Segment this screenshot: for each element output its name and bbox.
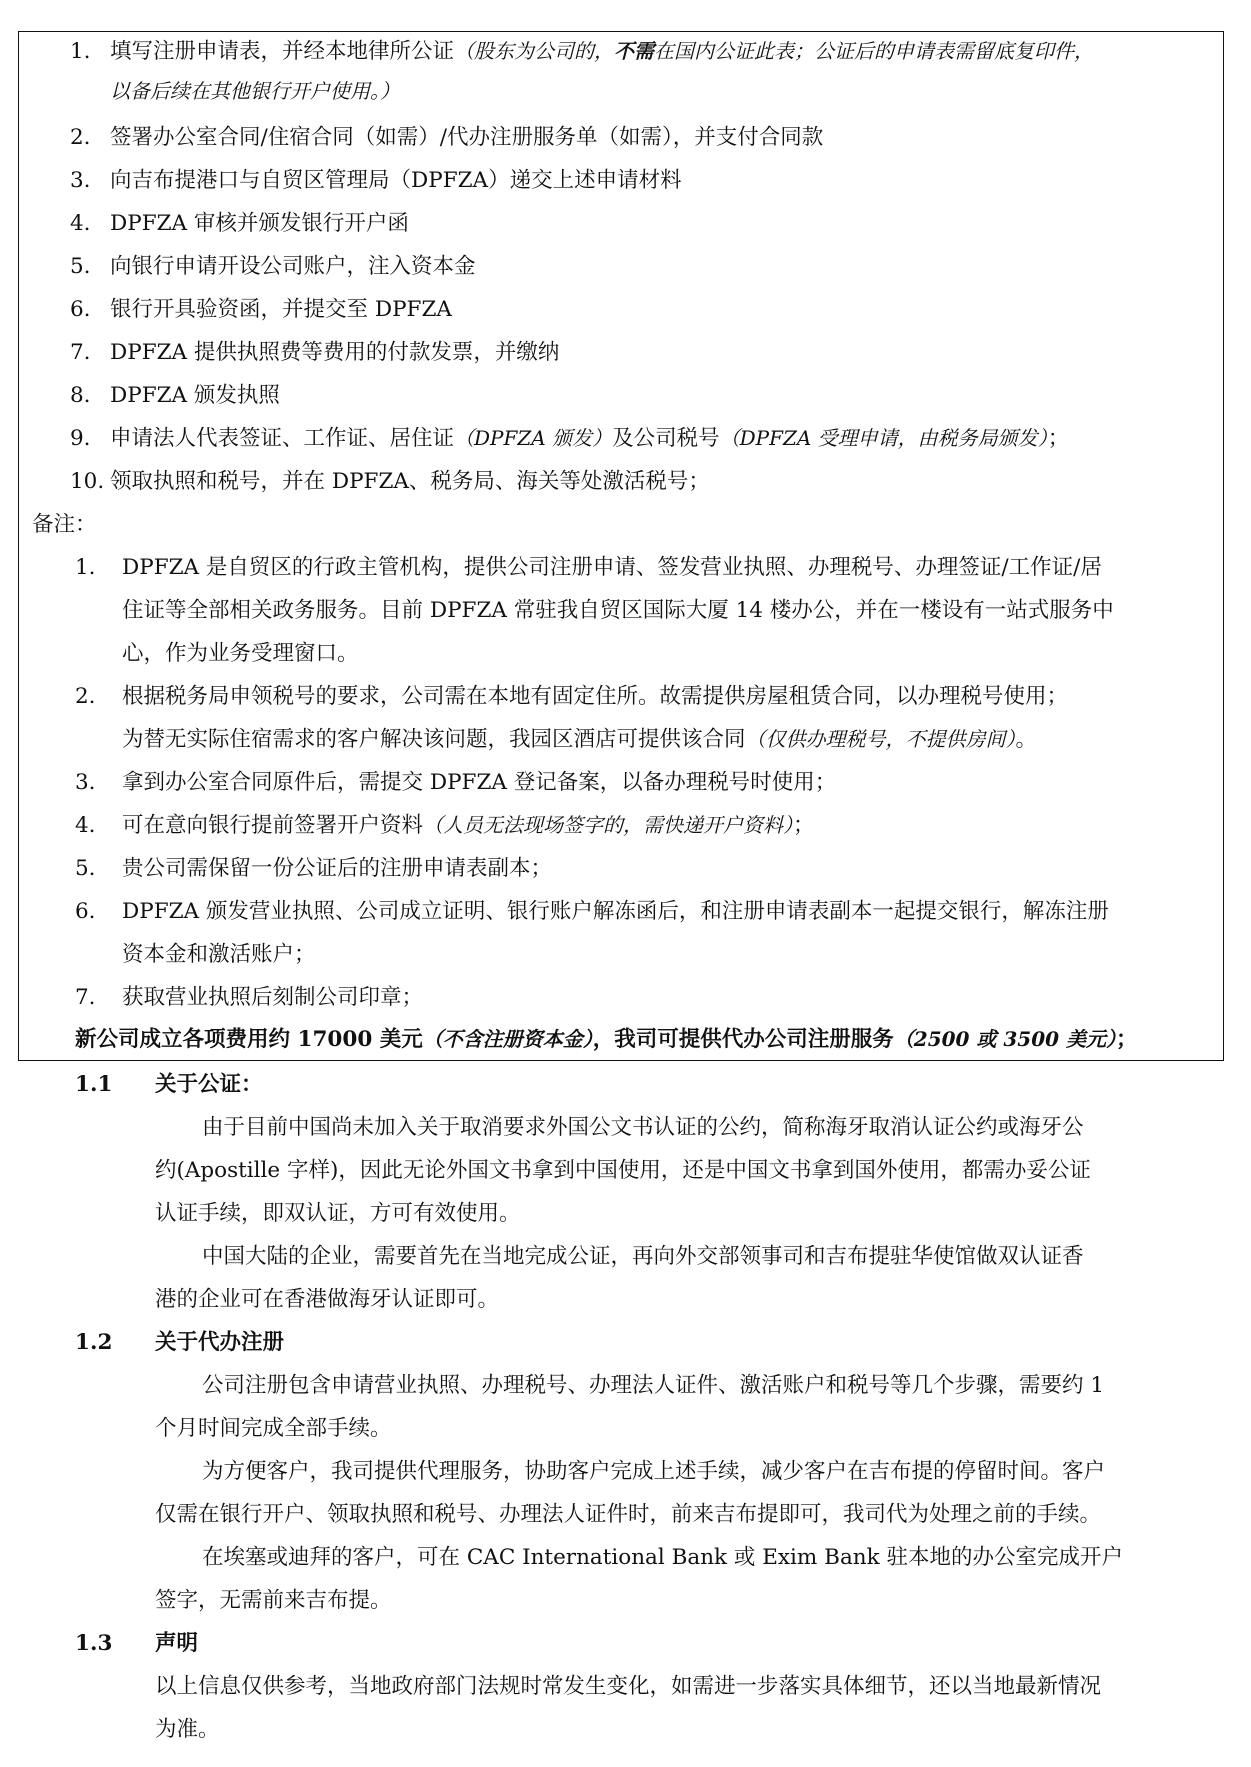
note-text: 资本金和激活账户； (122, 942, 316, 967)
note-text: 住证等全部相关政务服务。目前 DPFZA 常驻我自贸区国际大厦 14 楼办公，并在一楼设有一站式服务中 (122, 598, 1114, 623)
paragraph-line: 中国大陆的企业，需要首先在当地完成公证，再向外交部领事司和吉布提驻华使馆做双认证香 (202, 1244, 1084, 1269)
note-text: 心，作为业务受理窗口。 (122, 641, 359, 666)
note-number: 3. (75, 770, 96, 795)
section-title: 声明 (155, 1631, 199, 1656)
paragraph-line: 为方便客户，我司提供代理服务，协助客户完成上述手续，减少客户在吉布提的停留时间。客户 (202, 1459, 1106, 1484)
cost-summary: 新公司成立各项费用约 17000 美元（不含注册资本金），我司可提供代办公司注册服务（2500 或 3500 美元）； (75, 1027, 1138, 1052)
paragraph-line: 仅需在银行开户、领取执照和税号、办理法人证件时，前来吉布提即可，我司代为处理之前的手续。 (155, 1502, 1102, 1527)
paragraph-line: 由于目前中国尚未加入关于取消要求外国公文书认证的公约，简称海牙取消认证公约或海牙公 (202, 1115, 1084, 1140)
step-number: 9. (70, 426, 91, 451)
note-number: 1. (75, 555, 96, 580)
step-number: 3. (70, 168, 91, 193)
step-text: 向银行申请开设公司账户，注入资本金 (110, 254, 476, 279)
note-number: 2. (75, 684, 96, 709)
step-text: 领取执照和税号，并在 DPFZA、税务局、海关等处激活税号； (110, 469, 710, 494)
section-number: 1.3 (75, 1631, 113, 1656)
note-text: DPFZA 是自贸区的行政主管机构，提供公司注册申请、签发营业执照、办理税号、办理签证/工作证/居 (122, 555, 1102, 580)
section-title: 关于代办注册 (155, 1330, 285, 1355)
paragraph-line: 在埃塞或迪拜的客户，可在 CAC International Bank 或 Exim Bank 驻本地的办公室完成开户 (202, 1545, 1123, 1570)
note-text: 为替无实际住宿需求的客户解决该问题，我园区酒店可提供该合同（仅供办理税号，不提供房间）。 (122, 727, 1038, 752)
step-text: DPFZA 提供执照费等费用的付款发票，并缴纳 (110, 340, 560, 365)
step-number: 7. (70, 340, 91, 365)
note-text: 根据税务局申领税号的要求，公司需在本地有固定住所。故需提供房屋租赁合同，以办理税号使用； (122, 684, 1069, 709)
step-text: 银行开具验资函，并提交至 DPFZA (110, 297, 452, 322)
paragraph-line: 为准。 (155, 1717, 220, 1742)
note-number: 4. (75, 813, 96, 838)
step-number: 1. (70, 39, 91, 64)
step-number: 10. (70, 469, 105, 494)
note-number: 5. (75, 856, 96, 881)
step-text: 向吉布提港口与自贸区管理局（DPFZA）递交上述申请材料 (110, 168, 682, 193)
section-title: 关于公证： (155, 1072, 263, 1097)
note-text: 可在意向银行提前签署开户资料（人员无法现场签字的，需快递开户资料）； (122, 813, 815, 838)
paragraph-line: 约(Apostille 字样)，因此无论外国文书拿到中国使用，还是中国文书拿到国外使用，都需办妥公证 (155, 1158, 1091, 1183)
paragraph-line: 以上信息仅供参考，当地政府部门法规时常发生变化，如需进一步落实具体细节，还以当地最新情况 (155, 1674, 1102, 1699)
step-text: DPFZA 审核并颁发银行开户函 (110, 211, 409, 236)
step-number: 5. (70, 254, 91, 279)
note-text: 拿到办公室合同原件后，需提交 DPFZA 登记备案，以备办理税号时使用； (122, 770, 837, 795)
step-text: 填写注册申请表，并经本地律所公证（股东为公司的，不需在国内公证此表；公证后的申请表需留底复印件， (110, 39, 1095, 64)
step-number: 6. (70, 297, 91, 322)
notes-label: 备注： (32, 512, 97, 537)
section-number: 1.1 (75, 1072, 113, 1097)
step-text-continued: 以备后续在其他银行开户使用。） (110, 79, 400, 103)
step-number: 2. (70, 125, 91, 150)
step-number: 8. (70, 383, 91, 408)
paragraph-line: 认证手续，即双认证，方可有效使用。 (155, 1201, 521, 1226)
section-number: 1.2 (75, 1330, 113, 1355)
paragraph-line: 签字，无需前来吉布提。 (155, 1588, 392, 1613)
note-text: 贵公司需保留一份公证后的注册申请表副本； (122, 856, 553, 881)
step-text: 签署办公室合同/住宿合同（如需）/代办注册服务单（如需），并支付合同款 (110, 125, 824, 150)
step-text: 申请法人代表签证、工作证、居住证（DPFZA 颁发）及公司税号（DPFZA 受理申请，由税务局颁发）； (110, 426, 1070, 451)
note-text: DPFZA 颁发营业执照、公司成立证明、银行账户解冻函后，和注册申请表副本一起提交银行，解冻注册 (122, 899, 1109, 924)
paragraph-line: 港的企业可在香港做海牙认证即可。 (155, 1287, 500, 1312)
step-text: DPFZA 颁发执照 (110, 383, 280, 408)
paragraph-line: 个月时间完成全部手续。 (155, 1416, 392, 1441)
note-number: 7. (75, 985, 96, 1010)
note-text: 获取营业执照后刻制公司印章； (122, 985, 424, 1010)
paragraph-line: 公司注册包含申请营业执照、办理税号、办理法人证件、激活账户和税号等几个步骤，需要约 1 (202, 1373, 1105, 1398)
step-number: 4. (70, 211, 91, 236)
note-number: 6. (75, 899, 96, 924)
